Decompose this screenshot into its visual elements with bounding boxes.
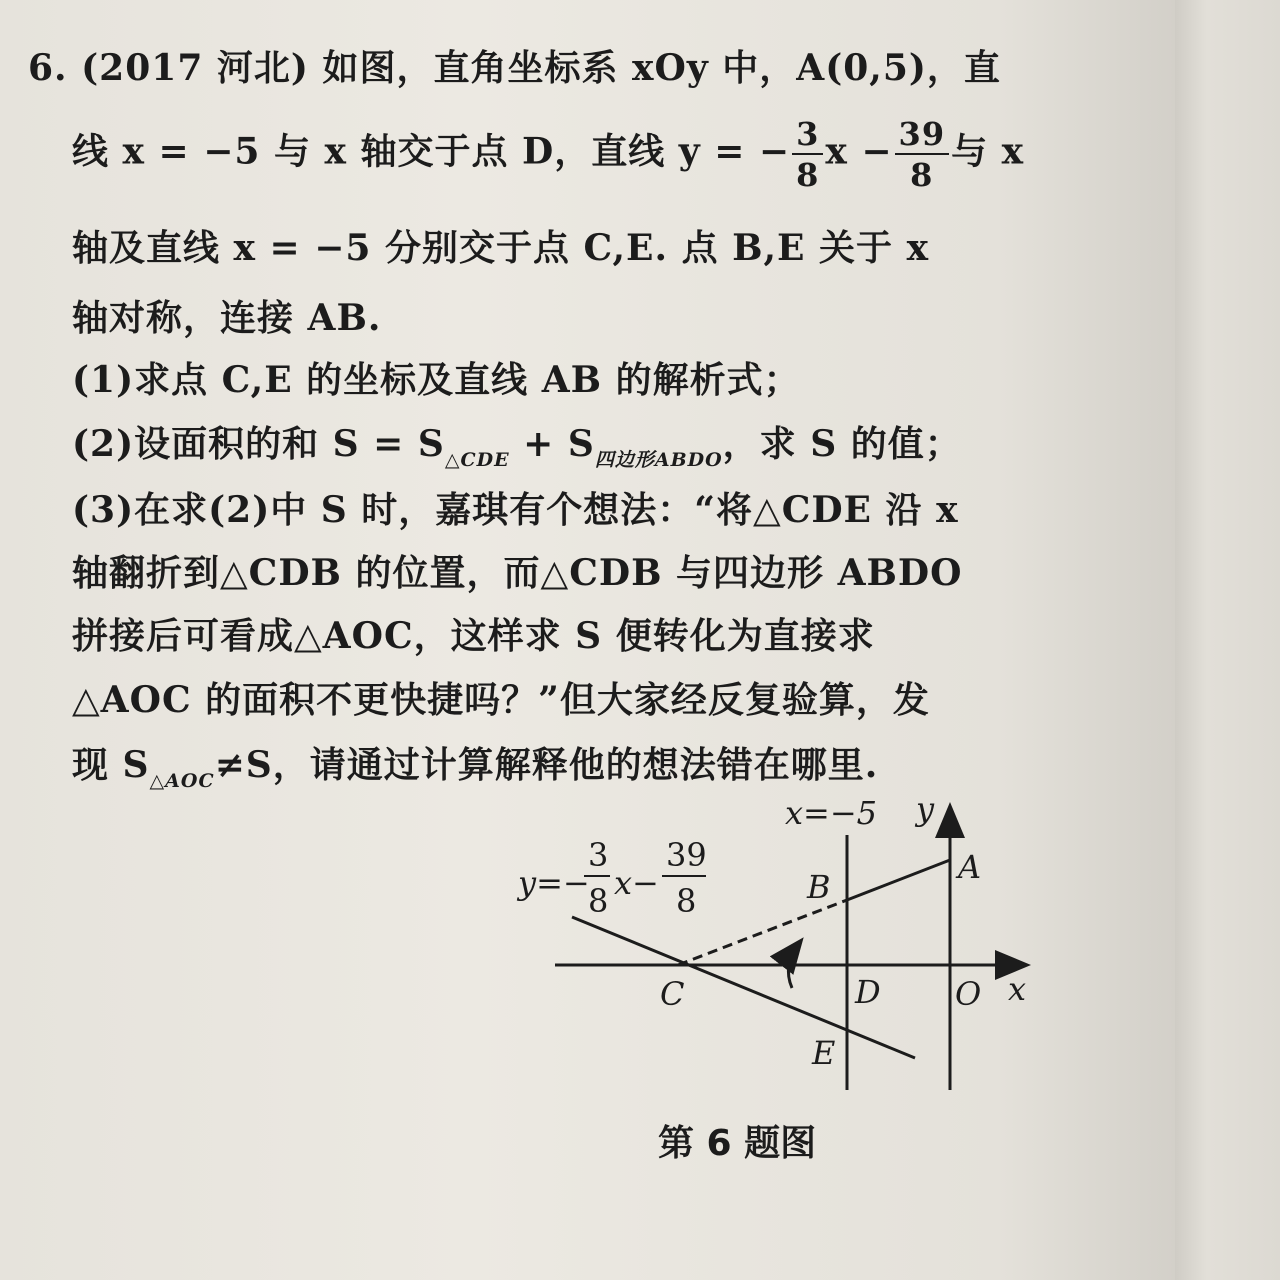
vline-label: x=−5 [785,794,878,832]
fraction-39-8: $\frac{39}{8}$ [895,118,950,191]
eq-frac1-num: 3 [588,836,609,874]
problem-line-3: 轴及直线 x = −5 分别交于点 C,E. 点 B,E 关于 x [72,227,930,269]
x-axis-label: x [1008,970,1027,1008]
question-3-line-5: 现 $S_{\triangle AOC}\ne S$，请通过计算解释他的想法错在哪里. [72,744,879,792]
eq-frac1-den: 8 [588,882,609,920]
question-1: (1)求点 C,E 的坐标及直线 AB 的解析式； [72,359,801,401]
eq-frac2-den: 8 [676,882,697,920]
problem-number: 6. [28,47,68,89]
problem-line-2: 线 x = −5 与 x 轴交于点 D，直线 y = − $\frac{3}{8}$ x − $\frac{39}{8}$ 与 x [72,115,1025,194]
equation-prefix: y=− [518,864,590,902]
point-e-label: E [812,1034,836,1072]
y-axis-label: y [916,790,935,828]
adjacent-page-edge [1175,0,1280,1280]
point-d-label: D [855,973,881,1011]
eq-frac2-num: 39 [666,836,707,874]
point-c-label: C [660,975,685,1013]
figure-caption: 第 6 题图 [658,1123,817,1164]
point-o-label: O [955,975,982,1013]
question-2: (2)设面积的和 $S = S_{\triangle CDE} + S_{四边形ABDO}$，求 S 的值； [72,423,962,471]
question-3-line-1: (3)在求(2)中 S 时，嘉琪有个想法：“将△CDE 沿 x [72,489,959,531]
question-3-line-4: △AOC 的面积不更快捷吗？”但大家经反复验算，发 [72,679,930,721]
fraction-3-8: $\frac{3}{8}$ [792,118,823,191]
problem-line-1: 6. (2017 河北) 如图，直角坐标系 xOy 中，A(0,5)，直 [28,47,1001,89]
problem-source: (2017 河北) [81,47,309,89]
question-3-line-3: 拼接后可看成△AOC，这样求 S 便转化为直接求 [72,615,875,657]
line-ab [847,860,950,900]
question-3-line-2: 轴翻折到△CDB 的位置，而△CDB 与四边形 ABDO [72,552,963,594]
dashed-line-cb [678,900,847,965]
coordinate-figure [500,790,1060,1110]
point-b-label: B [807,868,831,906]
problem-line-4: 轴对称，连接 AB. [72,297,382,339]
point-a-label: A [958,848,982,886]
equation-mid: x− [614,864,659,902]
